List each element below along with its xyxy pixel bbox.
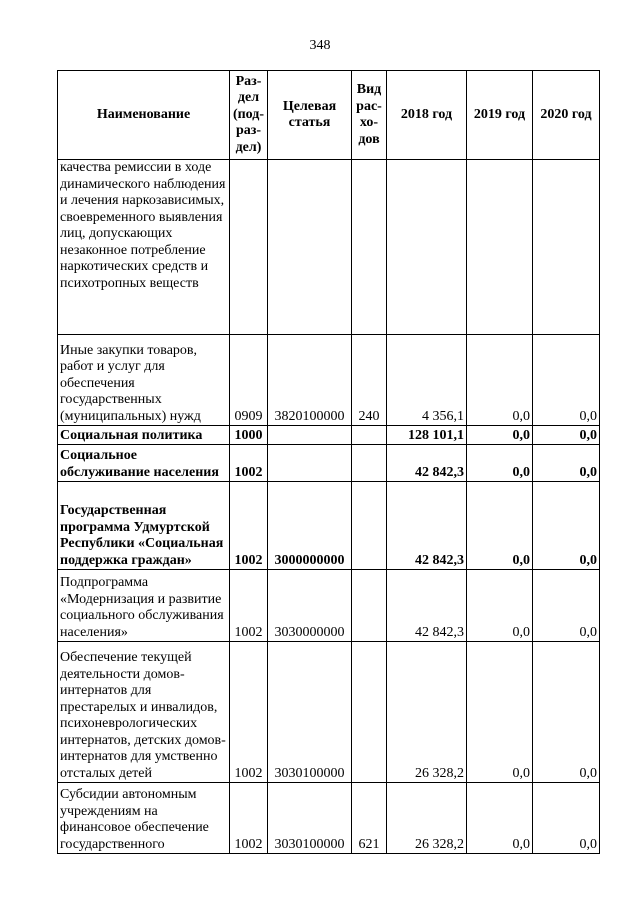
- header-row: [58, 71, 600, 160]
- row-2020: 0,0: [533, 642, 600, 783]
- row-name: Обеспечение текущей деятельности домов-интернатов для престарелых и инвалидов, психоневрологических интернатов, детских домов-интернатов для умственно отсталых детей: [58, 642, 230, 783]
- table-row: [58, 445, 600, 482]
- header-section: Раз- дел (под- раз- дел): [230, 71, 268, 160]
- row-name: качества ремиссии в ходе динамического наблюдения и лечения наркозависимых, своевременного выявления лиц, допускающих незаконное потребление наркотических средств и психотропных веществ: [58, 160, 230, 335]
- row-expense: [352, 482, 387, 570]
- row-2019: 0,0: [467, 642, 533, 783]
- table-row: [58, 570, 600, 642]
- row-section: 1002: [230, 642, 268, 783]
- row-2018: 42 842,3: [387, 482, 467, 570]
- table-row: [58, 482, 600, 570]
- row-expense: [352, 642, 387, 783]
- row-2019: 0,0: [467, 570, 533, 642]
- table-row: [58, 160, 600, 335]
- row-target: 3000000000: [268, 482, 352, 570]
- table-row: [58, 426, 600, 445]
- row-2018: 42 842,3: [387, 570, 467, 642]
- row-section: [230, 160, 268, 335]
- row-name: Субсидии автономным учреждениям на финансовое обеспечение государственного: [58, 783, 230, 854]
- row-2018: [387, 160, 467, 335]
- row-2018: 26 328,2: [387, 783, 467, 854]
- row-2020: 0,0: [533, 335, 600, 426]
- header-2018: 2018 год: [387, 71, 467, 160]
- row-name: Иные закупки товаров, работ и услуг для обеспечения государственных (муниципальных) нужд: [58, 335, 230, 426]
- row-expense: [352, 160, 387, 335]
- row-2018: 4 356,1: [387, 335, 467, 426]
- row-2019: 0,0: [467, 445, 533, 482]
- row-2020: 0,0: [533, 783, 600, 854]
- row-target: 3820100000: [268, 335, 352, 426]
- row-2019: 0,0: [467, 426, 533, 445]
- row-section: 1002: [230, 482, 268, 570]
- row-section: 1002: [230, 783, 268, 854]
- row-expense: [352, 445, 387, 482]
- page-number: 348: [309, 38, 331, 53]
- row-name: Социальное обслуживание населения: [58, 445, 230, 482]
- header-2020: 2020 год: [533, 71, 600, 160]
- row-section: 1002: [230, 570, 268, 642]
- row-2020: 0,0: [533, 445, 600, 482]
- row-2018: 26 328,2: [387, 642, 467, 783]
- header-2019: 2019 год: [467, 71, 533, 160]
- row-section: 1000: [230, 426, 268, 445]
- row-name: Подпрограмма «Модернизация и развитие социального обслуживания населения»: [58, 570, 230, 642]
- budget-table: [57, 70, 600, 854]
- row-target: [268, 445, 352, 482]
- row-expense: [352, 426, 387, 445]
- table-row: [58, 642, 600, 783]
- header-expense: Вид рас- хо- дов: [352, 71, 387, 160]
- row-expense: 240: [352, 335, 387, 426]
- row-2020: 0,0: [533, 570, 600, 642]
- row-2020: [533, 160, 600, 335]
- row-2019: 0,0: [467, 335, 533, 426]
- row-section: 0909: [230, 335, 268, 426]
- table-row: [58, 335, 600, 426]
- row-target: [268, 160, 352, 335]
- row-target: 3030100000: [268, 783, 352, 854]
- row-name: Социальная политика: [58, 426, 230, 445]
- row-name: Государственная программа Удмуртской Республики «Социальная поддержка граждан»: [58, 482, 230, 570]
- row-expense: [352, 570, 387, 642]
- row-2019: [467, 160, 533, 335]
- row-2019: 0,0: [467, 482, 533, 570]
- row-target: [268, 426, 352, 445]
- row-2018: 128 101,1: [387, 426, 467, 445]
- row-target: 3030000000: [268, 570, 352, 642]
- row-target: 3030100000: [268, 642, 352, 783]
- row-section: 1002: [230, 445, 268, 482]
- header-name: Наименование: [58, 71, 230, 160]
- row-2020: 0,0: [533, 482, 600, 570]
- row-2018: 42 842,3: [387, 445, 467, 482]
- row-2019: 0,0: [467, 783, 533, 854]
- row-expense: 621: [352, 783, 387, 854]
- row-2020: 0,0: [533, 426, 600, 445]
- table-row: [58, 783, 600, 854]
- header-target: Целевая статья: [268, 71, 352, 160]
